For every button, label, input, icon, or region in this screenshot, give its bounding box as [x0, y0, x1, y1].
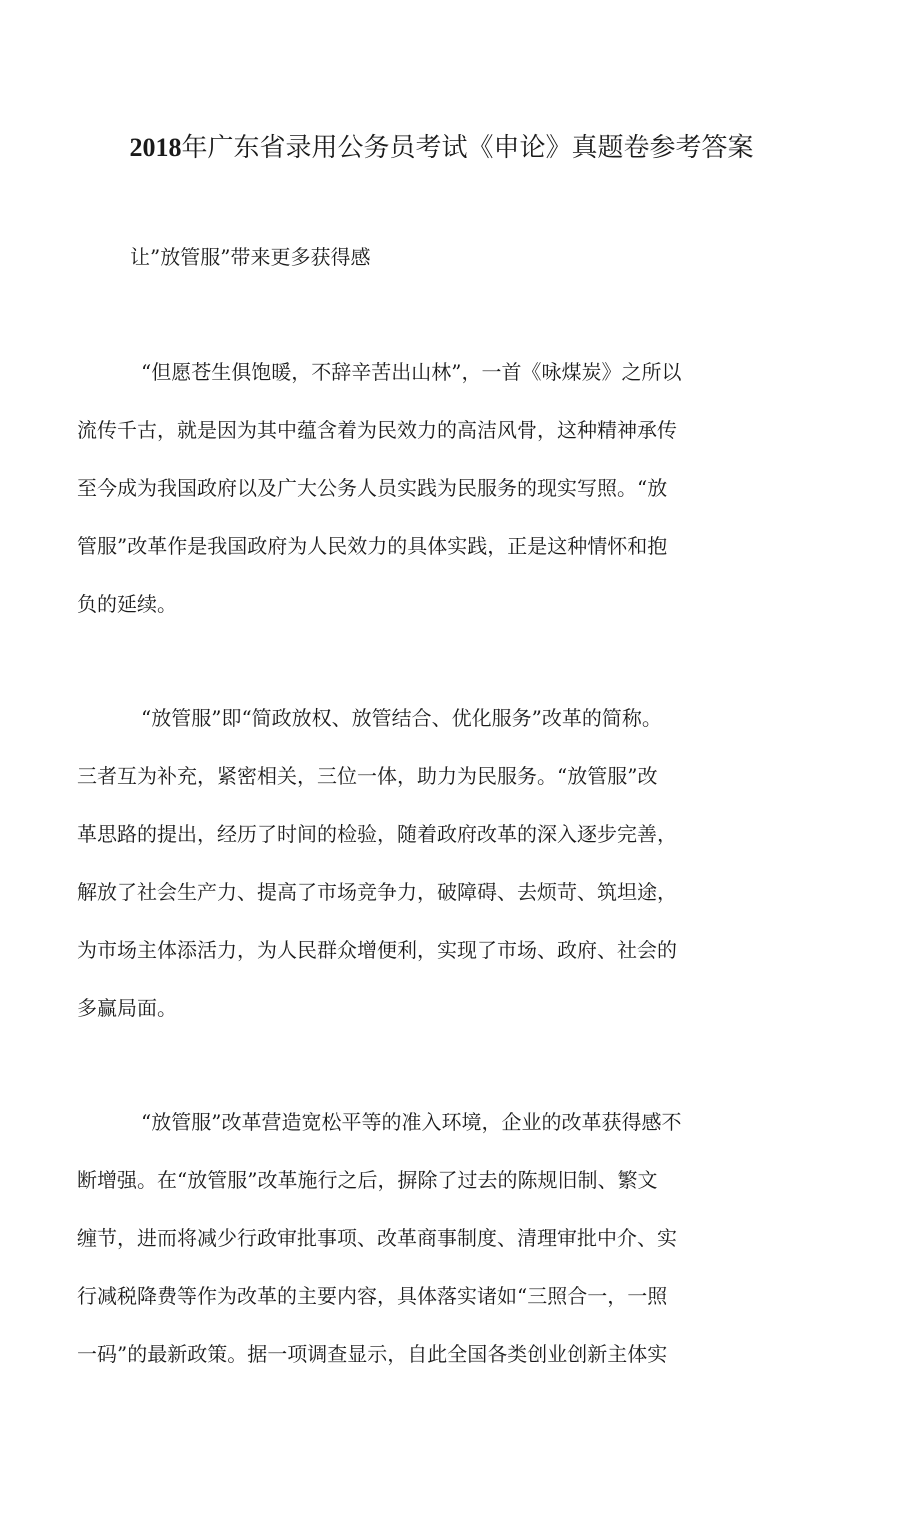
paragraph-line: “放管服”即“简政放权、放管结合、优化服务”改革的简称。 [141, 706, 662, 730]
document-title-year: 2018 [129, 133, 182, 162]
paragraph-2 [77, 689, 777, 1037]
paragraph-line: “但愿苍生俱饱暖，不辞辛苦出山林”，一首《咏煤炭》之所以 [141, 360, 682, 384]
paragraph-line: 革思路的提出，经历了时间的检验，随着政府改革的深入逐步完善， [77, 822, 677, 846]
paragraph-line: 缠节，进而将减少行政审批事项、改革商事制度、清理审批中介、实 [77, 1226, 677, 1250]
paragraph-line: 负的延续。 [77, 592, 177, 616]
paragraph-line: 三者互为补充，紧密相关，三位一体，助力为民服务。“放管服”改 [77, 764, 658, 788]
paragraph-line: 流传千古，就是因为其中蕴含着为民效力的高洁风骨，这种精神承传 [77, 418, 677, 442]
document-subtitle: 让”放管服”带来更多获得感 [130, 245, 371, 269]
paragraph-line: 为市场主体添活力，为人民群众增便利，实现了市场、政府、社会的 [77, 938, 677, 962]
paragraph-line: 管服”改革作是我国政府为人民效力的具体实践，正是这种情怀和抱 [77, 534, 668, 558]
paragraph-line: 断增强。在“放管服”改革施行之后，摒除了过去的陈规旧制、繁文 [77, 1168, 658, 1192]
paragraph-1 [77, 343, 777, 633]
paragraph-line: 多赢局面。 [77, 996, 177, 1020]
paragraph-line: “放管服”改革营造宽松平等的准入环境，企业的改革获得感不 [141, 1110, 682, 1134]
paragraph-line: 解放了社会生产力、提高了市场竞争力，破障碍、去烦苛、筑坦途， [77, 880, 677, 904]
paragraph-line: 一码”的最新政策。据一项调查显示，自此全国各类创业创新主体实 [77, 1342, 668, 1366]
paragraph-line: 行减税降费等作为改革的主要内容，具体落实诸如“三照合一，一照 [77, 1284, 668, 1308]
paragraph-3 [77, 1093, 777, 1383]
document-title-text: 年广东省录用公务员考试《申论》真题卷参考答案 [181, 133, 754, 163]
document-title [0, 128, 883, 168]
paragraph-line: 至今成为我国政府以及广大公务人员实践为民服务的现实写照。“放 [77, 476, 668, 500]
